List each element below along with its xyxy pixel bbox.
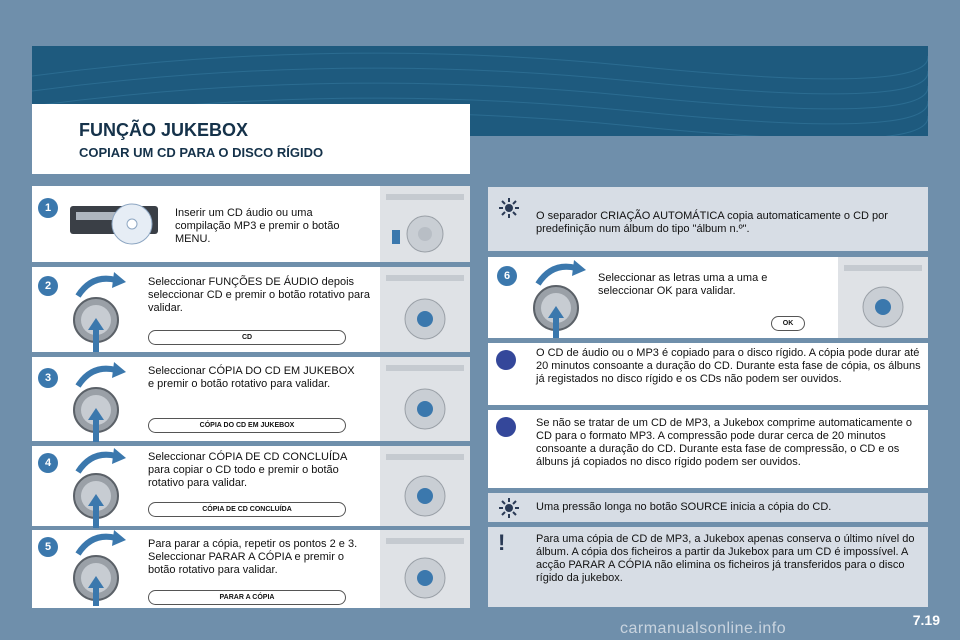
radio-panel-image [380, 446, 470, 526]
page-title: FUNÇÃO JUKEBOX [79, 120, 249, 140]
step-4-text: Seleccionar CÓPIA DE CD CONCLUÍDA para copiar o CD todo e premir o botão rotativo para validar. [148, 451, 347, 489]
step-4-badge: 4 [38, 453, 58, 473]
warning-icon: ! [498, 530, 506, 555]
menu-option-stop-copy: PARAR A CÓPIA [148, 590, 346, 605]
radio-panel-image [380, 267, 470, 352]
radio-panel-image [838, 257, 928, 338]
info-dot-icon [496, 417, 516, 437]
ok-option: OK [771, 316, 805, 331]
rotary-knob-icon [68, 526, 128, 615]
tip-auto-creation-text: O separador CRIAÇÃO AUTOMÁTICA copia automaticamente o CD por predefinição num álbum do tipo "álbum n.º". [536, 210, 888, 235]
step-3-badge: 3 [38, 368, 58, 388]
warning-text: Para uma cópia de CD de MP3, a Jukebox apenas conserva o último nível do álbum. A cópia dos ficheiros a partir da Jukebox para um CD é impossível. A acção PARAR A CÓPIA não elimina os ficheiros já transferidos para o disco rígido da jukebox. [536, 533, 915, 584]
menu-option-cd: CD [148, 330, 346, 345]
info-dot-icon [496, 350, 516, 370]
page-subtitle: COPIAR UM CD PARA O DISCO RÍGIDO [79, 145, 324, 160]
step-6-badge: 6 [497, 266, 517, 286]
menu-option-copy-cd-jukebox: CÓPIA DO CD EM JUKEBOX [148, 418, 346, 433]
step-5-text: Para parar a cópia, repetir os pontos 2 e 3. Seleccionar PARAR A CÓPIA e premir o botão rotativo para validar. [148, 538, 358, 576]
radio-panel-image [380, 530, 470, 608]
sun-tip-icon [498, 197, 520, 224]
info-compression-text: Se não se tratar de um CD de MP3, a Jukebox comprime automaticamente o CD para o formato MP3. A compressão pode durar cerca de 20 minutos consoante a duração do CD. Durante esta fase de compressão, o CD e os álbuns já copiados no disco rígido podem ser ouvidos. [536, 417, 913, 468]
step-3-text: Seleccionar CÓPIA DO CD EM JUKEBOX e premir o botão rotativo para validar. [148, 365, 355, 390]
step-2-text: Seleccionar FUNÇÕES DE ÁUDIO depois seleccionar CD e premir o botão rotativo para validar. [148, 276, 370, 314]
rotary-knob-icon [68, 444, 128, 533]
sun-tip-icon [498, 497, 520, 524]
tip-source-text: Uma pressão longa no botão SOURCE inicia a cópia do CD. [536, 501, 832, 513]
step-1-text: Inserir um CD áudio ou uma compilação MP3 e premir o botão MENU. [175, 207, 340, 245]
step-5-badge: 5 [38, 537, 58, 557]
rotary-knob-icon [68, 358, 128, 447]
cd-player-image [70, 196, 170, 251]
radio-panel-image [380, 357, 470, 441]
page-number: 7.19 [912, 612, 940, 628]
watermark: carmanualsonline.info [620, 620, 787, 637]
step-6-text: Seleccionar as letras uma a uma e seleccionar OK para validar. [598, 272, 768, 297]
step-2-badge: 2 [38, 276, 58, 296]
rotary-knob-icon [68, 268, 128, 357]
rotary-knob-icon [528, 256, 588, 345]
step-1-badge: 1 [38, 198, 58, 218]
radio-panel-image [380, 186, 470, 262]
info-copy-text: O CD de áudio ou o MP3 é copiado para o disco rígido. A cópia pode durar até 20 minutos consoante a duração do CD. Durante esta fase de cópia, os álbuns já registados no disco rígido e os CDs não podem ser ouvidos. [536, 347, 921, 385]
menu-option-copy-complete: CÓPIA DE CD CONCLUÍDA [148, 502, 346, 517]
